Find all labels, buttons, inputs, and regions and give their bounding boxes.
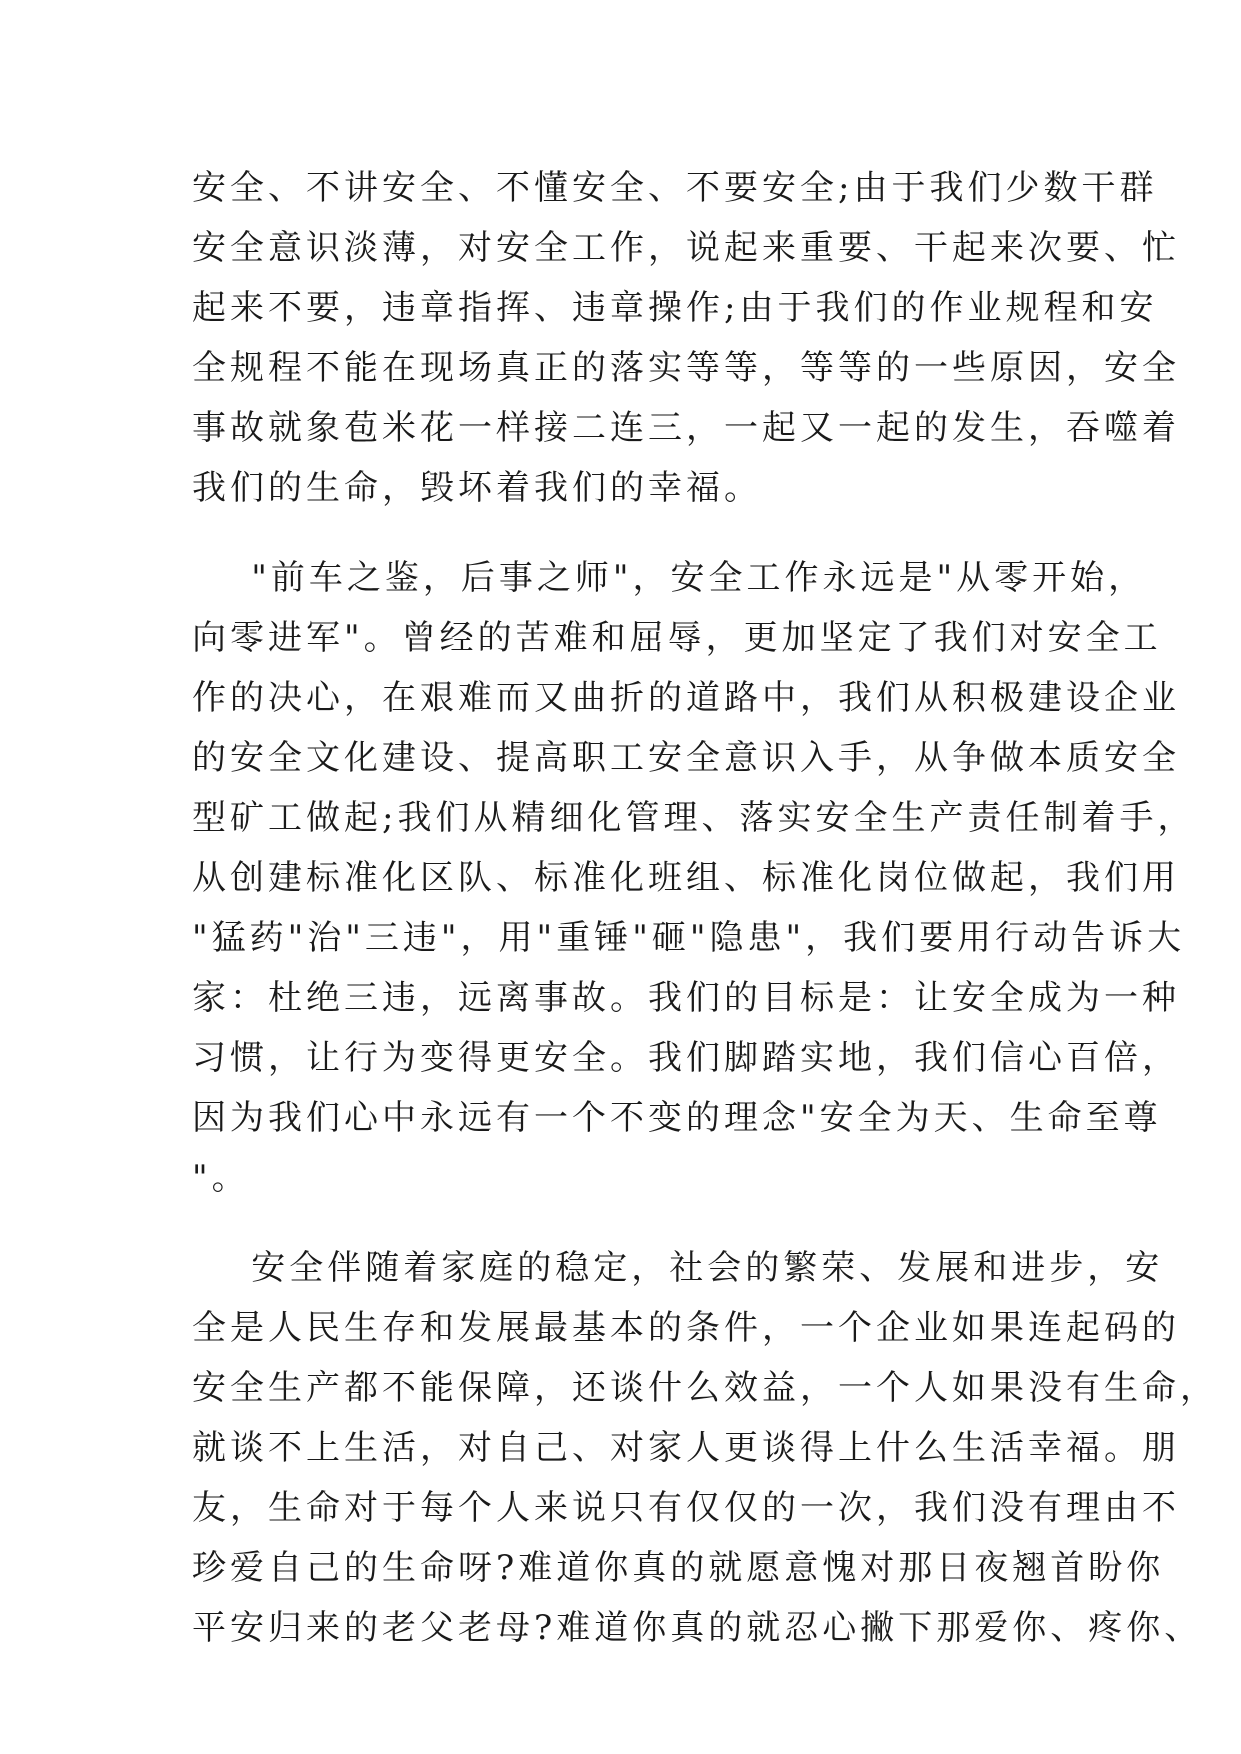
text-line: 安全伴随着家庭的稳定，社会的繁荣、发展和进步，安 [192,1248,1164,1288]
paragraph-gap [192,518,1072,548]
text-line: 安全意识淡薄，对安全工作，说起来重要、干起来次要、忙 [192,228,1180,268]
text-line: 因为我们心中永远有一个不变的理念"安全为天、生命至尊 [192,1098,1162,1138]
text-line: 友，生命对于每个人来说只有仅仅的一次，我们没有理由不 [192,1488,1180,1528]
text-line: 全是人民生存和发展最基本的条件，一个企业如果连起码的 [192,1308,1180,1348]
text-line: 习惯，让行为变得更安全。我们脚踏实地，我们信心百倍， [192,1038,1180,1078]
text-line: 就谈不上生活，对自己、对家人更谈得上什么生活幸福。朋 [192,1428,1180,1468]
paragraph-gap [192,1208,1072,1238]
text-line: 我们的生命，毁坏着我们的幸福。 [192,468,762,508]
text-line: 事故就象苞米花一样接二连三，一起又一起的发生，吞噬着 [192,408,1180,448]
paragraph-3 [192,1238,1218,1658]
text-line: 的安全文化建设、提高职工安全意识入手，从争做本质安全 [192,738,1180,778]
text-line: 型矿工做起;我们从精细化管理、落实安全生产责任制着手， [192,798,1196,838]
body-text [192,158,1218,1658]
text-line: 作的决心，在艰难而又曲折的道路中，我们从积极建设企业 [192,678,1180,718]
text-line: 安全、不讲安全、不懂安全、不要安全;由于我们少数干群 [192,168,1158,208]
text-line: "前车之鉴，后事之师"，安全工作永远是"从零开始， [192,558,1147,598]
text-line: 家：杜绝三违，远离事故。我们的目标是：让安全成为一种 [192,978,1180,1018]
text-line: "。 [192,1158,250,1198]
text-line: 向零进军"。曾经的苦难和屈辱，更加坚定了我们对安全工 [192,618,1162,658]
text-line: 平安归来的老父老母?难道你真的就忍心撇下那爱你、疼你、 [192,1608,1203,1648]
text-line: 全规程不能在现场真正的落实等等，等等的一些原因，安全 [192,348,1180,388]
paragraph-1 [192,158,1180,518]
text-line: 安全生产都不能保障，还谈什么效益，一个人如果没有生命， [192,1368,1218,1408]
text-line: 从创建标准化区队、标准化班组、标准化岗位做起，我们用 [192,858,1180,898]
paragraph-2 [192,548,1196,1208]
text-line: "猛药"治"三违"，用"重锤"砸"隐患"，我们要用行动告诉大 [192,918,1186,958]
text-line: 珍爱自己的生命呀?难道你真的就愿意愧对那日夜翘首盼你 [192,1548,1165,1588]
text-line: 起来不要，违章指挥、违章操作;由于我们的作业规程和安 [192,288,1158,328]
